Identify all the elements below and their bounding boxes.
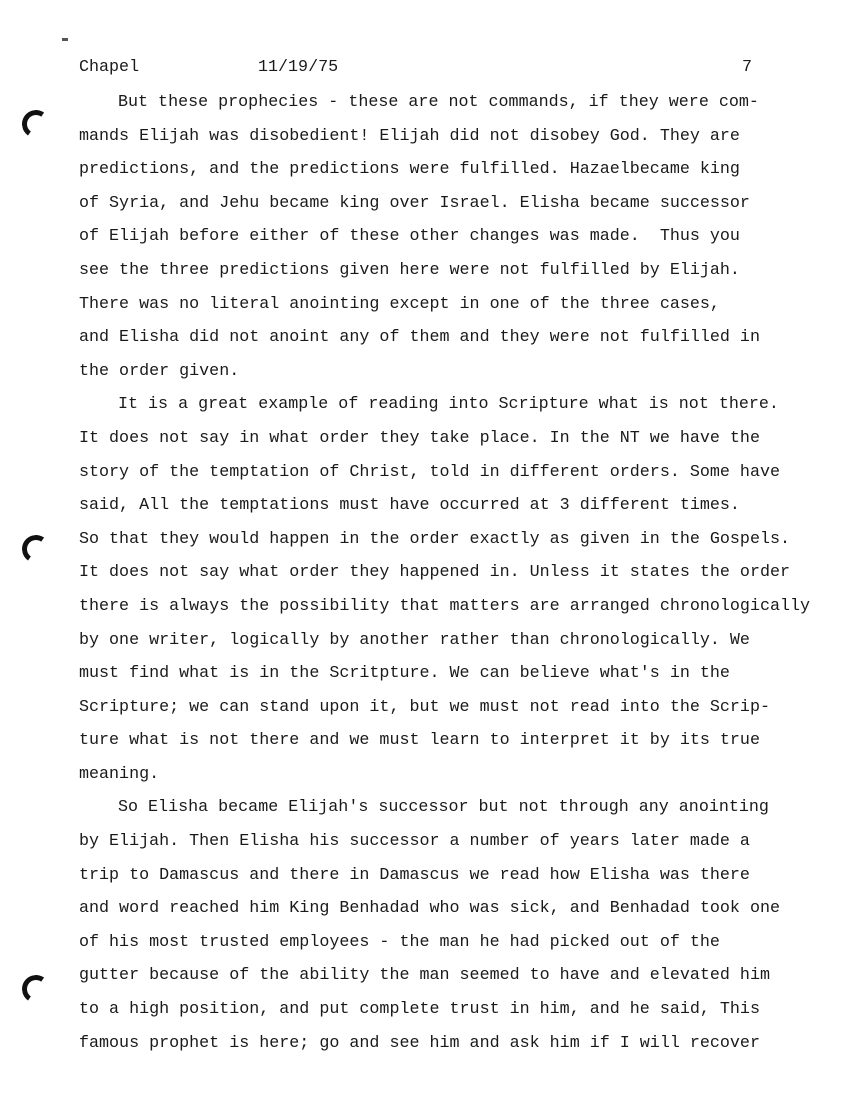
text-line: of Syria, and Jehu became king over Israel. Elisha became successor <box>79 193 750 213</box>
text-line: and Elisha did not anoint any of them and they were not fulfilled in <box>79 328 760 348</box>
text-line: to a high position, and put complete trust in him, and he said, This <box>79 1000 760 1020</box>
text-line: ture what is not there and we must learn to interpret it by its true <box>79 731 760 751</box>
header-date: 11/19/75 <box>258 58 339 77</box>
paper-speck <box>62 38 68 41</box>
text-line: of Elijah before either of these other changes was made. Thus you <box>79 227 740 247</box>
text-line: of his most trusted employees - the man he had picked out of the <box>79 932 720 952</box>
text-line: So that they would happen in the order exactly as given in the Gospels. <box>79 529 791 549</box>
text-line: famous prophet is here; go and see him and ask him if I will recover <box>79 1033 760 1053</box>
text-line: the order given. <box>79 361 240 381</box>
punch-hole-mark <box>20 973 52 1005</box>
body-text <box>79 86 810 1060</box>
text-line: story of the temptation of Christ, told in different orders. Some have <box>79 462 780 482</box>
text-line: mands Elijah was disobedient! Elijah did not disobey God. They are <box>79 126 740 146</box>
text-line: It does not say what order they happened in. Unless it states the order <box>79 563 791 583</box>
punch-hole-mark <box>20 108 52 140</box>
text-line: So Elisha became Elijah's successor but not through any anointing <box>118 798 769 818</box>
text-line: gutter because of the ability the man seemed to have and elevated him <box>79 966 770 986</box>
text-line: and word reached him King Benhadad who was sick, and Benhadad took one <box>79 899 780 919</box>
text-line: by one writer, logically by another rather than chronologically. We <box>79 630 750 650</box>
header-title: Chapel <box>79 58 140 77</box>
text-line: must find what is in the Scritpture. We can believe what's in the <box>79 664 730 684</box>
text-line: by Elijah. Then Elisha his successor a number of years later made a <box>79 832 750 852</box>
text-line: There was no literal anointing except in one of the three cases, <box>79 294 720 314</box>
text-line: see the three predictions given here were not fulfilled by Elijah. <box>79 260 740 280</box>
text-line: It is a great example of reading into Scripture what is not there. <box>118 395 779 415</box>
text-line: But these prophecies - these are not commands, if they were com- <box>118 93 759 112</box>
text-line: predictions, and the predictions were fulfilled. Hazaelbecame king <box>79 160 740 180</box>
punch-hole-mark <box>20 533 52 565</box>
text-line: meaning. <box>79 764 160 784</box>
page-number: 7 <box>742 58 753 77</box>
text-line: said, All the temptations must have occurred at 3 different times. <box>79 496 740 516</box>
text-line: there is always the possibility that matters are arranged chronologically <box>79 596 811 616</box>
text-line: Scripture; we can stand upon it, but we must not read into the Scrip- <box>79 697 770 717</box>
text-line: trip to Damascus and there in Damascus we read how Elisha was there <box>79 865 750 885</box>
text-line: It does not say in what order they take place. In the NT we have the <box>79 428 760 448</box>
